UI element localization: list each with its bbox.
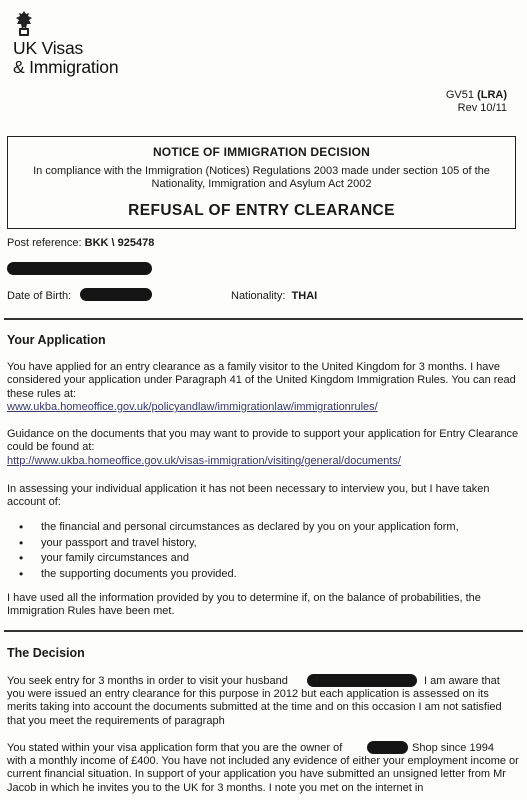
notice-subtitle: In compliance with the Immigration (Notices) Regulations 2003 made under section 105 of the Nationality, Immigration and Asylum Act 2002 (33, 165, 490, 190)
dob-label: Date of Birth: (7, 290, 72, 302)
logo-line-2: & Immigration (13, 57, 119, 77)
decision-paragraph-2-rest: with a monthly income of £400. You have not included any evidence of either your employment income or current financial situation. In support of your application you have submitted an unsigned letter from Mr Jacob in which he invites you to the UK for 3 months. I note you met on the internet in (7, 755, 519, 794)
nationality-value: THAI (291, 290, 318, 302)
redacted-dob (80, 288, 152, 301)
decision-heading: The Decision (7, 646, 85, 660)
redacted-name (7, 262, 152, 275)
post-reference-label: Post reference: (7, 237, 82, 249)
decision-p1-start: You seek entry for 3 months in order to visit your husband (7, 675, 288, 687)
section-divider (4, 630, 523, 632)
redacted-husband-name (307, 674, 417, 687)
application-paragraph-1: You have applied for an entry clearance as a family visitor to the United Kingdom for 3 months. I have considered your application under Paragraph 41 of the United Kingdom Immigration Rules. You can read these rules at: (7, 361, 516, 400)
decision-p2-after: Shop since 1994 (412, 742, 494, 754)
decision-p2-start: You stated within your visa application form that you are the owner of (7, 742, 343, 754)
list-item: • your family circumstances and (7, 552, 520, 568)
notice-box (7, 136, 516, 229)
application-paragraph-3: In assessing your individual application it has not been necessary to interview you, but I have taken account of: (7, 483, 490, 509)
notice-title: NOTICE OF IMMIGRATION DECISION (152, 145, 371, 159)
decision-p1-after: I am aware that (424, 675, 500, 687)
form-revision: Rev 10/11 (457, 102, 507, 114)
guidance-documents-link[interactable]: http://www.ukba.homeoffice.gov.uk/visas-immigration/visiting/general/documents/ (7, 455, 401, 467)
refusal-title: REFUSAL OF ENTRY CLEARANCE (128, 202, 395, 219)
form-code-block (446, 89, 507, 115)
redacted-shop-name (367, 741, 408, 754)
decision-paragraph-1-rest: you were issued an entry clearance for this purpose in 2012 but each application is assessed on its merits taking into account the documents submitted at the time and on this occasion I am not satisfied that you meet the requirements of paragraph (7, 688, 502, 727)
nationality-line (231, 290, 431, 303)
immigration-rules-link[interactable]: www.ukba.homeoffice.gov.uk/policyandlaw/immigrationlaw/immigrationrules/ (7, 401, 378, 413)
list-item: • the financial and personal circumstances as declared by you on your application form, (7, 521, 520, 537)
your-application-heading: Your Application (7, 333, 106, 347)
form-code: GV51 (445, 89, 474, 101)
form-code-suffix: (LRA) (477, 89, 507, 101)
list-item: • your passport and travel history, (7, 537, 520, 553)
logo-line-1: UK Visas (13, 38, 84, 58)
section-divider (4, 318, 523, 320)
royal-crest-icon (13, 10, 35, 38)
application-paragraph-4: I have used all the information provided by you to determine if, on the balance of probabilities, the Immigration Rules have been met. (7, 592, 481, 618)
list-item: • the supporting documents you provided. (7, 568, 520, 584)
considerations-list (7, 521, 520, 583)
logo-wordmark (13, 39, 118, 77)
post-reference-value: BKK \ 925478 (84, 237, 155, 249)
application-paragraph-2: Guidance on the documents that you may want to provide to support your application for Entry Clearance could be found at: (7, 428, 519, 454)
nationality-label: Nationality: (231, 290, 286, 302)
post-reference-line (7, 237, 520, 250)
